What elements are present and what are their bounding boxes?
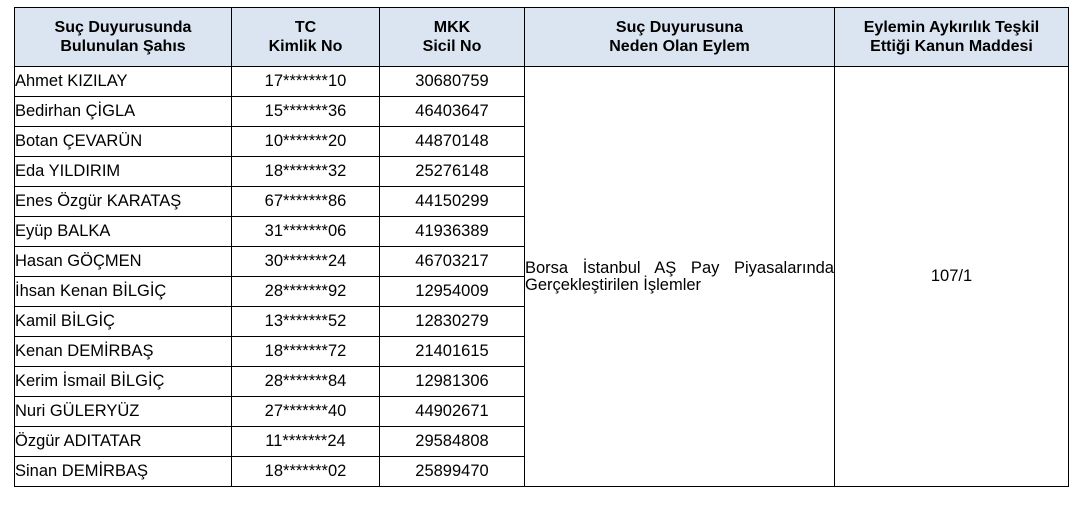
action-cell: Borsa İstanbul AŞ Pay Piyasalarında Gerçekleştirilen İşlemler — [525, 67, 835, 487]
tc-number: 18*******02 — [232, 457, 380, 487]
header-law-line1: Eylemin Aykırılık Teşkil — [863, 19, 1040, 36]
person-name: İhsan Kenan BİLGİÇ — [15, 277, 232, 307]
mkk-number: 44150299 — [380, 187, 525, 217]
mkk-number: 12981306 — [380, 367, 525, 397]
header-person — [15, 8, 232, 67]
mkk-number: 12954009 — [380, 277, 525, 307]
header-action-line2: Neden Olan Eylem — [609, 38, 750, 55]
tc-number: 18*******72 — [232, 337, 380, 367]
mkk-number: 46403647 — [380, 97, 525, 127]
mkk-number: 46703217 — [380, 247, 525, 277]
tc-number: 30*******24 — [232, 247, 380, 277]
tc-number: 28*******84 — [232, 367, 380, 397]
person-name: Özgür ADITATAR — [15, 427, 232, 457]
mkk-number: 30680759 — [380, 67, 525, 97]
tc-number: 11*******24 — [232, 427, 380, 457]
person-name: Ahmet KIZILAY — [15, 67, 232, 97]
person-name: Eyüp BALKA — [15, 217, 232, 247]
tc-number: 67*******86 — [232, 187, 380, 217]
header-action — [525, 8, 835, 67]
table-row — [15, 67, 1069, 97]
person-name: Nuri GÜLERYÜZ — [15, 397, 232, 427]
mkk-number: 44902671 — [380, 397, 525, 427]
header-mkk-line2: Sicil No — [422, 38, 482, 55]
law-article-cell: 107/1 — [835, 67, 1069, 487]
mkk-number: 44870148 — [380, 127, 525, 157]
header-law-line2: Ettiği Kanun Maddesi — [870, 38, 1033, 55]
person-name: Kerim İsmail BİLGİÇ — [15, 367, 232, 397]
header-law — [835, 8, 1069, 67]
table-header-row — [15, 8, 1069, 67]
header-person-line2: Bulunulan Şahıs — [60, 38, 186, 55]
person-name: Botan ÇEVARÜN — [15, 127, 232, 157]
mkk-number: 25276148 — [380, 157, 525, 187]
header-tc — [232, 8, 380, 67]
person-name: Kamil BİLGİÇ — [15, 307, 232, 337]
header-mkk-line1: MKK — [433, 19, 471, 36]
header-mkk — [380, 8, 525, 67]
tc-number: 27*******40 — [232, 397, 380, 427]
tc-number: 17*******10 — [232, 67, 380, 97]
tc-number: 28*******92 — [232, 277, 380, 307]
person-name: Hasan GÖÇMEN — [15, 247, 232, 277]
mkk-number: 12830279 — [380, 307, 525, 337]
mkk-number: 21401615 — [380, 337, 525, 367]
tc-number: 15*******36 — [232, 97, 380, 127]
person-name: Bedirhan ÇİGLA — [15, 97, 232, 127]
mkk-number: 41936389 — [380, 217, 525, 247]
mkk-number: 25899470 — [380, 457, 525, 487]
header-person-line1: Suç Duyurusunda — [54, 19, 192, 36]
header-tc-line2: Kimlik No — [268, 38, 343, 55]
person-name: Sinan DEMİRBAŞ — [15, 457, 232, 487]
tc-number: 13*******52 — [232, 307, 380, 337]
criminal-complaint-table — [14, 7, 1069, 487]
person-name: Eda YILDIRIM — [15, 157, 232, 187]
header-action-line1: Suç Duyurusuna — [615, 19, 744, 36]
header-tc-line1: TC — [294, 19, 317, 36]
tc-number: 10*******20 — [232, 127, 380, 157]
mkk-number: 29584808 — [380, 427, 525, 457]
person-name: Enes Özgür KARATAŞ — [15, 187, 232, 217]
tc-number: 31*******06 — [232, 217, 380, 247]
person-name: Kenan DEMİRBAŞ — [15, 337, 232, 367]
tc-number: 18*******32 — [232, 157, 380, 187]
